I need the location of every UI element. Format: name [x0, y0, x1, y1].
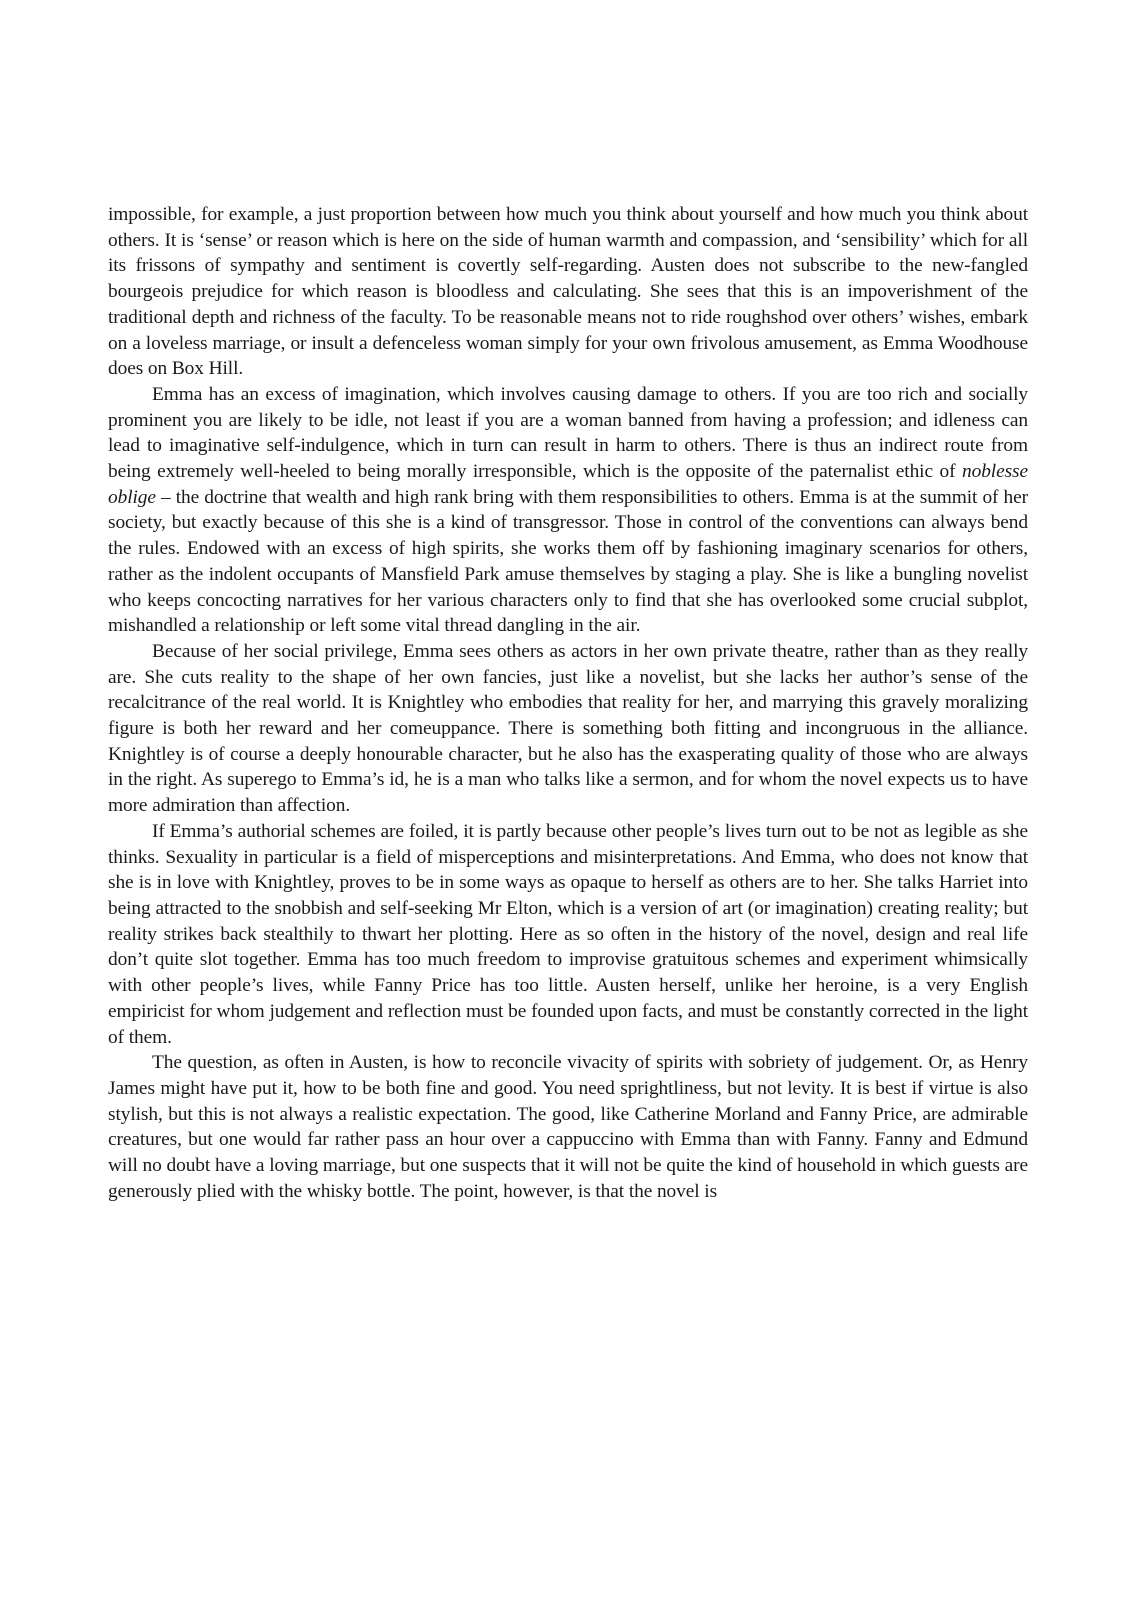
italic-phrase: noblesse oblige — [108, 461, 1028, 508]
paragraph-2 — [108, 382, 1028, 639]
document-page — [108, 202, 1028, 1204]
paragraph-1: impossible, for example, a just proportion between how much you think about yourself and how much you think about others. It is ‘sense’ or reason which is here on the side of human warmth and compassion, and ‘sensibility’ which for all its frissons of sympathy and sentiment is covertly self-regarding. Austen does not subscribe to the new-fangled bourgeois prejudice for which reason is bloodless and calculating. She sees that this is an impoverishment of the traditional depth and richness of the faculty. To be reasonable means not to ride roughshod over others’ wishes, embark on a loveless marriage, or insult a defenceless woman simply for your own frivolous amusement, as Emma Woodhouse does on Box Hill. — [108, 204, 1028, 380]
paragraph-2-text-after: – the doctrine that wealth and high rank bring with them responsibilities to others. Emma is at the summit of her society, but exactly because of this she is a kind of transgressor. Those in control of the conventions can always bend the rules. Endowed with an excess of high spirits, she works them off by fashioning imaginary scenarios for others, rather as the indolent occupants of Mansfield Park amuse themselves by staging a play. She is like a bungling novelist who keeps concocting narratives for her various characters only to find that she has overlooked some crucial subplot, mishandled a relationship or left some vital thread dangling in the air. — [108, 486, 1028, 637]
paragraph-3: Because of her social privilege, Emma sees others as actors in her own private theatre, rather than as they really are. She cuts reality to the shape of her own fancies, just like a novelist, but she lacks her author’s sense of the recalcitrance of the real world. It is Knightley who embodies that reality for her, and marrying this gravely moralizing figure is both her reward and her comeuppance. There is something both fitting and incongruous in the alliance. Knightley is of course a deeply honourable character, but he also has the exasperating quality of those who are always in the right. As superego to Emma’s id, he is a man who talks like a sermon, and for whom the novel expects us to have more admiration than affection. — [108, 640, 1028, 817]
paragraph-2-text-before: Emma has an excess of imagination, which involves causing damage to others. If you are too rich and socially prominent you are likely to be idle, not least if you are a woman banned from having a profession; and idleness can lead to imaginative self-indulgence, which in turn can result in harm to others. There is thus an indirect route from being extremely well-heeled to being morally irresponsible, which is the opposite of the paternalist ethic of — [108, 383, 1028, 483]
paragraph-4: If Emma’s authorial schemes are foiled, it is partly because other people’s lives turn out to be not as legible as she thinks. Sexuality in particular is a field of misperceptions and misinterpretations. And Emma, who does not know that she is in love with Knightley, proves to be in some ways as opaque to herself as others are to her. She talks Harriet into being attracted to the snobbish and self-seeking Mr Elton, which is a version of art (or imagination) creating reality; but reality strikes back stealthily to thwart her plotting. Here as so often in the history of the novel, design and real life don’t quite slot together. Emma has too much freedom to improvise gratuitous schemes and experiment whimsically with other people’s lives, while Fanny Price has too little. Austen herself, unlike her heroine, is a very English empiricist for whom judgement and reflection must be founded upon facts, and must be constantly corrected in the light of them. — [108, 820, 1028, 1048]
paragraph-5: The question, as often in Austen, is how to reconcile vivacity of spirits with sobriety of judgement. Or, as Henry James might have put it, how to be both fine and good. You need sprightliness, but not levity. It is best if virtue is also stylish, but this is not always a realistic expectation. The good, like Catherine Morland and Fanny Price, are admirable creatures, but one would far rather pass an hour over a cappuccino with Emma than with Fanny. Fanny and Edmund will no doubt have a loving marriage, but one suspects that it will not be quite the kind of household in which guests are generously plied with the whisky bottle. The point, however, is that the novel is — [108, 1052, 1028, 1202]
